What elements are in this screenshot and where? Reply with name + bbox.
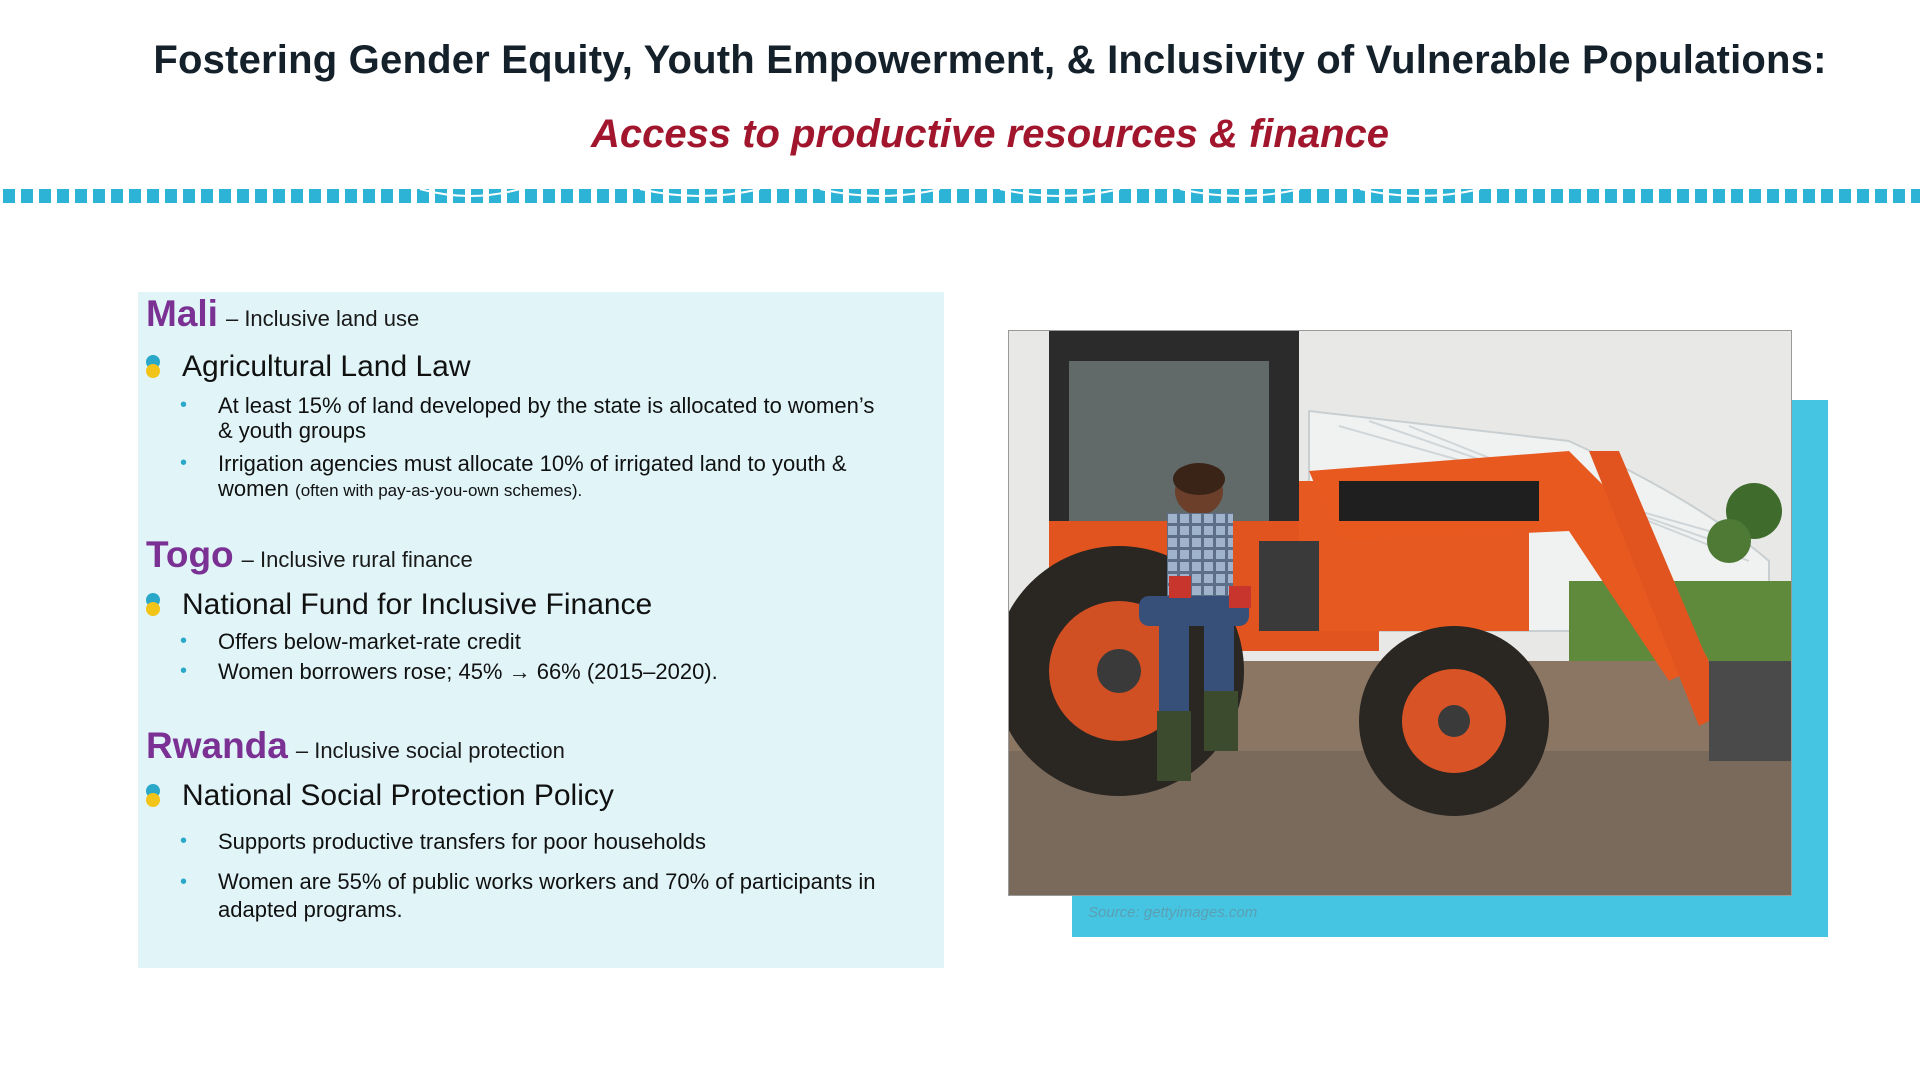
two-dot-bullet-icon (144, 592, 162, 618)
two-dot-bullet-icon (144, 783, 162, 809)
tractor-illustration (1009, 331, 1791, 895)
policy-row (144, 350, 471, 384)
policy-title: National Fund for Inclusive Finance (182, 588, 653, 621)
country-name: Togo (146, 534, 234, 575)
slide-subtitle: Access to productive resources & finance (590, 112, 1390, 156)
bullet-text: Supports productive transfers for poor households (218, 829, 706, 854)
bullet-text: Offers below-market-rate credit (218, 629, 521, 654)
country-description: – Inclusive land use (225, 306, 420, 331)
bullet-item (182, 829, 882, 854)
country-description: – Inclusive rural finance (241, 547, 473, 572)
image-source-caption: Source: gettyimages.com (1088, 904, 1258, 921)
policy-row (144, 588, 652, 622)
country-name: Rwanda (146, 725, 288, 766)
bullet-dot-icon: • (180, 630, 188, 652)
section-togo-heading (146, 534, 473, 576)
bullet-dot-icon: • (180, 452, 188, 474)
bullet-dot-icon: • (180, 660, 188, 682)
bullet-dot-icon: • (180, 394, 188, 416)
policy-title: Agricultural Land Law (182, 350, 471, 383)
policy-title: National Social Protection Policy (182, 779, 614, 812)
bullet-item (182, 659, 902, 684)
section-rwanda-heading (146, 725, 565, 767)
bullet-text: Women borrowers rose; 45% → 66% (2015–2020). (218, 659, 718, 684)
bullet-item (182, 393, 882, 443)
tractor-photo (1008, 330, 1792, 896)
bullet-item (182, 451, 902, 503)
bullet-dot-icon: • (180, 871, 188, 893)
bullet-item (182, 868, 912, 924)
bullet-item (182, 629, 882, 654)
two-dot-bullet-icon (144, 354, 162, 380)
bullet-note: (often with pay-as-you-own schemes). (295, 481, 583, 500)
policy-row (144, 779, 614, 813)
bullet-dot-icon: • (180, 830, 188, 852)
bullet-text: Women are 55% of public works workers and 70% of participants in adapted programs. (218, 869, 876, 922)
bullet-text: Irrigation agencies must allocate 10% of irrigated land to youth & women (218, 451, 847, 501)
slide-title: Fostering Gender Equity, Youth Empowerment, & Inclusivity of Vulnerable Populations: (153, 38, 1827, 82)
decorative-pattern-band (0, 189, 1920, 203)
section-mali-heading (146, 293, 419, 335)
country-name: Mali (146, 293, 218, 334)
country-description: – Inclusive social protection (295, 738, 565, 763)
bullet-text: At least 15% of land developed by the state is allocated to women’s & youth groups (218, 393, 875, 443)
